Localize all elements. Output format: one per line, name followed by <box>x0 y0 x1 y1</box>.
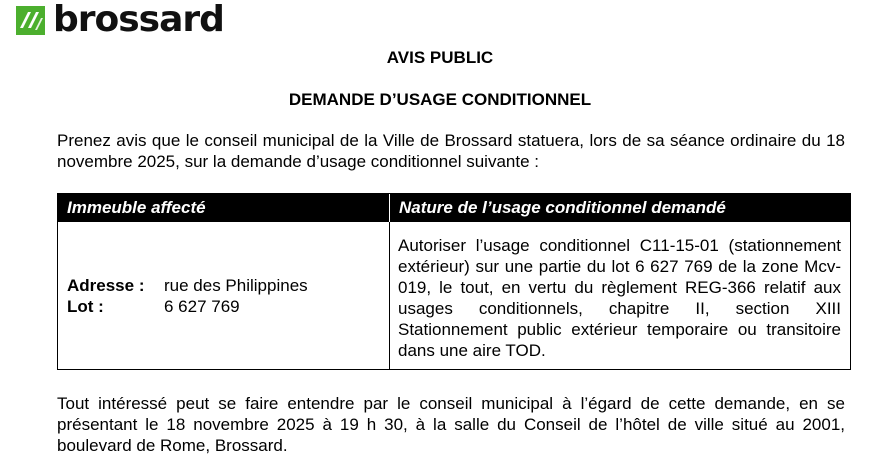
lot-label: Lot : <box>67 296 104 316</box>
column-header-property: Immeuble affecté <box>58 194 390 222</box>
column-header-usage: Nature de l’usage conditionnel demandé <box>399 198 726 217</box>
table-row <box>58 222 850 369</box>
address-label: Adresse : <box>67 275 145 295</box>
subject-title: DEMANDE D’USAGE CONDITIONNEL <box>288 90 592 109</box>
closing-paragraph: Tout intéressé peut se faire entendre par le conseil municipal à l’égard de cette demande, en se présentant le 18 novembre 2025 à 19 h 30, à la salle du Conseil de l’hôtel de ville situé au 2001, boulevard de Rome, Brossard. <box>57 394 845 455</box>
address-row <box>67 275 389 296</box>
lot-value: 6 627 769 <box>164 296 240 316</box>
usage-description: Autoriser l’usage conditionnel C11-15-01 (stationnement extérieur) sur une partie du lot 6 627 769 de la zone Mcv-019, le tout, en vertu du règlement REG-366 relatif aux usages conditionnels, chapitre II, section XIII Stationnement public extérieur temporaire ou transitoire dans une aire TOD. <box>398 236 841 360</box>
intro-paragraph: Prenez avis que le conseil municipal de la Ville de Brossard statuera, lors de sa séance ordinaire du 18 novembre 2025, sur la demande d’usage conditionnel suivante : <box>57 131 845 171</box>
notice-title: AVIS PUBLIC <box>386 48 494 67</box>
property-cell <box>58 222 390 369</box>
address-value: rue des Philippines <box>164 275 308 295</box>
brossard-logo <box>16 2 224 38</box>
usage-table <box>57 193 851 370</box>
lot-row <box>67 296 389 317</box>
logo-wordmark: brossard <box>53 0 224 40</box>
brossard-emblem-icon <box>16 6 45 35</box>
table-header-row <box>58 194 850 222</box>
